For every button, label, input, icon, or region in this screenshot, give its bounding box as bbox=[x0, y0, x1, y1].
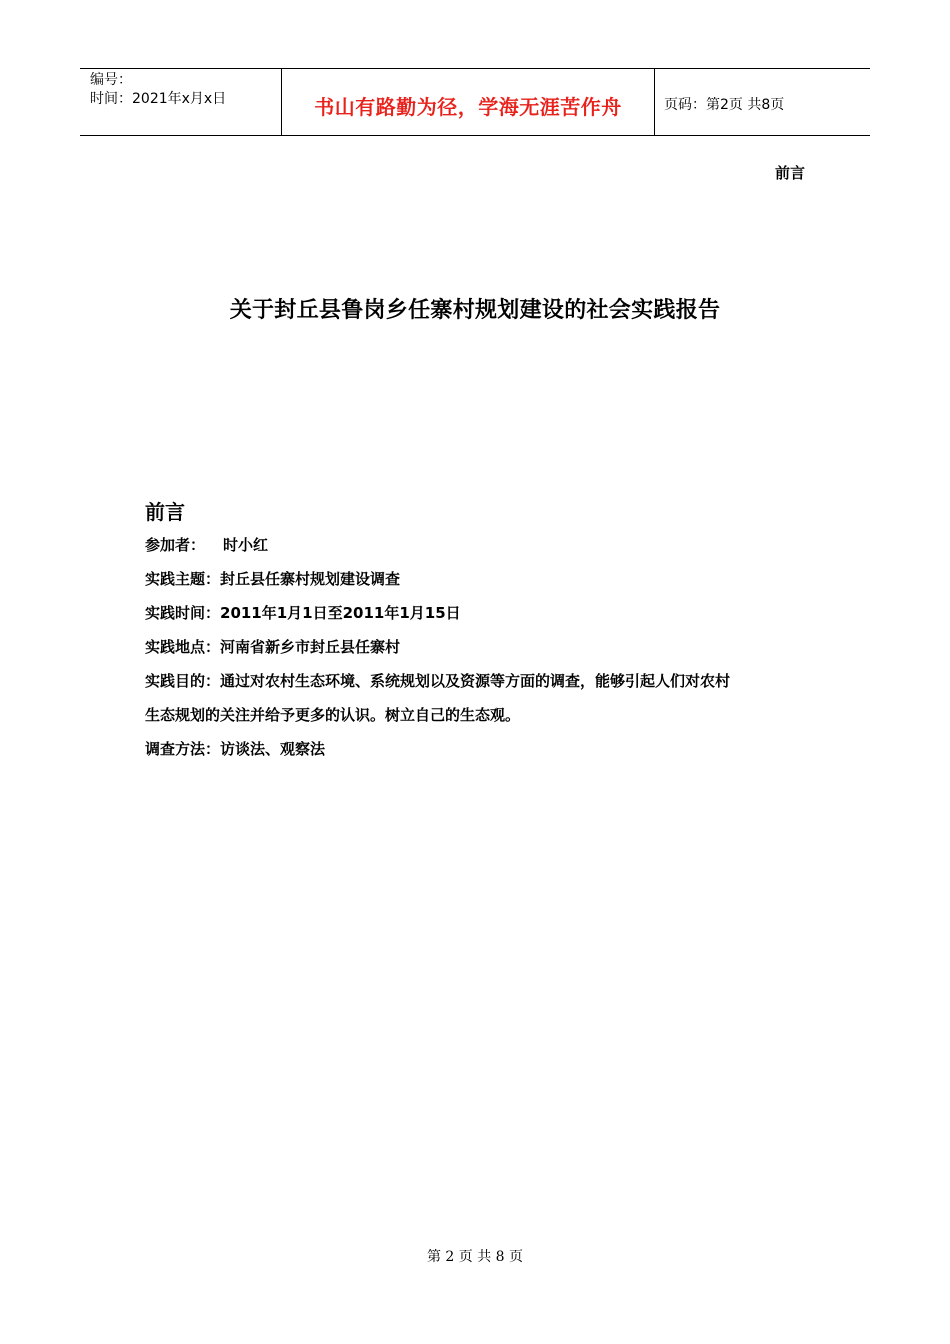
purpose-line-1: 实践目的：通过对农村生态环境、系统规划以及资源等方面的调查，能够引起人们对农村 bbox=[145, 672, 731, 690]
theme-line: 实践主题：封丘县任寨村规划建设调查 bbox=[145, 570, 401, 588]
page-footer: 第 2 页 共 8 页 bbox=[426, 1249, 524, 1265]
purpose-paragraph bbox=[145, 671, 805, 739]
page-header bbox=[80, 68, 870, 136]
header-page-cell bbox=[655, 69, 870, 135]
header-page-info: 页码：第2页 共8页 bbox=[664, 97, 785, 113]
header-motto-cell bbox=[281, 69, 655, 135]
purpose-line-2: 生态规划的关注并给予更多的认识。树立自己的生态观。 bbox=[145, 706, 521, 724]
document-number-label: 编号： bbox=[90, 72, 132, 88]
document-time-label: 时间：2021年x月x日 bbox=[90, 91, 227, 107]
method-line: 调查方法：访谈法、观察法 bbox=[145, 740, 326, 758]
location-line: 实践地点：河南省新乡市封丘县任寨村 bbox=[145, 638, 401, 656]
participant-label: 参加者： bbox=[145, 536, 206, 554]
section-heading: 前言 bbox=[145, 500, 185, 524]
document-body bbox=[145, 535, 805, 773]
header-motto: 书山有路勤为径，学海无涯苦作舟 bbox=[314, 94, 622, 119]
running-head: 前言 bbox=[774, 164, 805, 182]
participant-line bbox=[145, 535, 805, 569]
header-meta-cell bbox=[80, 69, 281, 135]
document-title: 关于封丘县鲁岗乡任寨村规划建设的社会实践报告 bbox=[229, 298, 721, 323]
time-line: 实践时间：2011年1月1日至2011年1月15日 bbox=[145, 604, 461, 622]
participant-value: 时小红 bbox=[223, 536, 269, 554]
